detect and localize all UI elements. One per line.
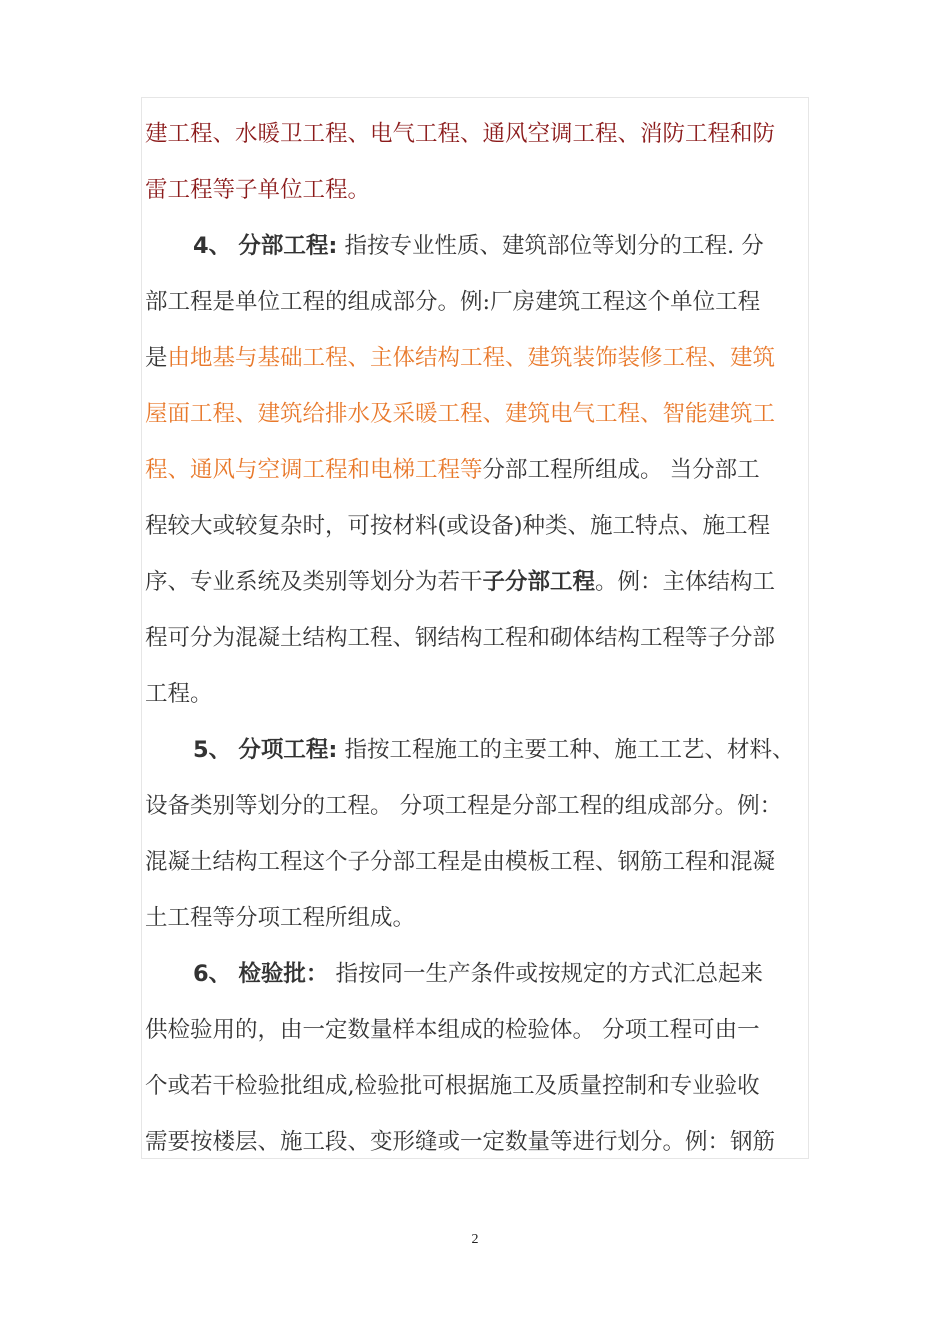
paragraph-line [145, 778, 813, 834]
highlight-text-run: 程、通风与空调工程和电梯工程等 [145, 457, 483, 483]
text-run: 建工程、水暖卫工程、电气工程、通风空调工程、消防工程和防 [145, 121, 776, 147]
text-run: 指按同一生产条件或按规定的方式汇总起来 [328, 961, 763, 987]
text-run: 部工程是单位工程的组成部分。例:厂房建筑工程这个单位工程 [145, 289, 761, 315]
paragraph-line [145, 666, 813, 722]
section-heading-line [145, 218, 813, 274]
text-run: 是 [145, 345, 168, 371]
text-run: 工程。 [145, 681, 213, 707]
text-run: 雷工程等子单位工程。 [145, 177, 371, 203]
text-run: 土工程等分项工程所组成。 [145, 905, 416, 931]
section-title: 检验批： [238, 961, 329, 987]
section-number: 5、 [193, 737, 232, 763]
paragraph-line [145, 1002, 813, 1058]
section-heading-line [145, 946, 813, 1002]
paragraph-line [145, 890, 813, 946]
section-number: 6、 [193, 961, 232, 987]
paragraph-line [145, 1058, 813, 1114]
text-run: 设备类别等划分的工程。 分项工程是分部工程的组成部分。例： [145, 793, 783, 819]
paragraph-line [145, 330, 813, 386]
paragraph-line [145, 106, 813, 162]
text-run: 需要按楼层、施工段、变形缝或一定数量等进行划分。例：钢筋 [145, 1129, 776, 1155]
paragraph-line [145, 162, 813, 218]
section-title: 分部工程: [238, 233, 338, 259]
paragraph-line [145, 610, 813, 666]
section-number: 4、 [193, 233, 232, 259]
paragraph-line [145, 442, 813, 498]
paragraph-line [145, 274, 813, 330]
highlight-text-run: 屋面工程、建筑给排水及采暖工程、建筑电气工程、智能建筑工 [145, 401, 776, 427]
document-body [145, 106, 813, 1170]
text-run: 分部工程所组成。 当分部工 [482, 457, 760, 483]
text-run: 指按工程施工的主要工种、施工工艺、材料、 [337, 737, 795, 763]
text-run: 混凝土结构工程这个子分部工程是由模板工程、钢筋工程和混凝 [145, 849, 776, 875]
paragraph-line [145, 834, 813, 890]
text-run: 。例：主体结构工 [595, 569, 776, 595]
paragraph-line [145, 1114, 813, 1170]
page-number: 2 [471, 1232, 479, 1247]
highlight-text-run: 由地基与基础工程、主体结构工程、建筑装饰装修工程、建筑 [167, 345, 776, 371]
bold-term: 子分部工程 [482, 569, 596, 595]
section-heading-line [145, 722, 813, 778]
text-run: 供检验用的，由一定数量样本组成的检验体。 分项工程可由一 [145, 1017, 760, 1043]
paragraph-line [145, 554, 813, 610]
paragraph-line [145, 386, 813, 442]
section-title: 分项工程: [238, 737, 338, 763]
text-run: 程可分为混凝土结构工程、钢结构工程和砌体结构工程等子分部 [145, 625, 776, 651]
text-run: 个或若干检验批组成,检验批可根据施工及质量控制和专业验收 [145, 1073, 760, 1099]
paragraph-line [145, 498, 813, 554]
text-run: 指按专业性质、建筑部位等划分的工程. 分 [337, 233, 764, 259]
text-run: 序、专业系统及类别等划分为若干 [145, 569, 483, 595]
text-run: 程较大或较复杂时，可按材料(或设备)种类、施工特点、施工程 [145, 513, 771, 539]
